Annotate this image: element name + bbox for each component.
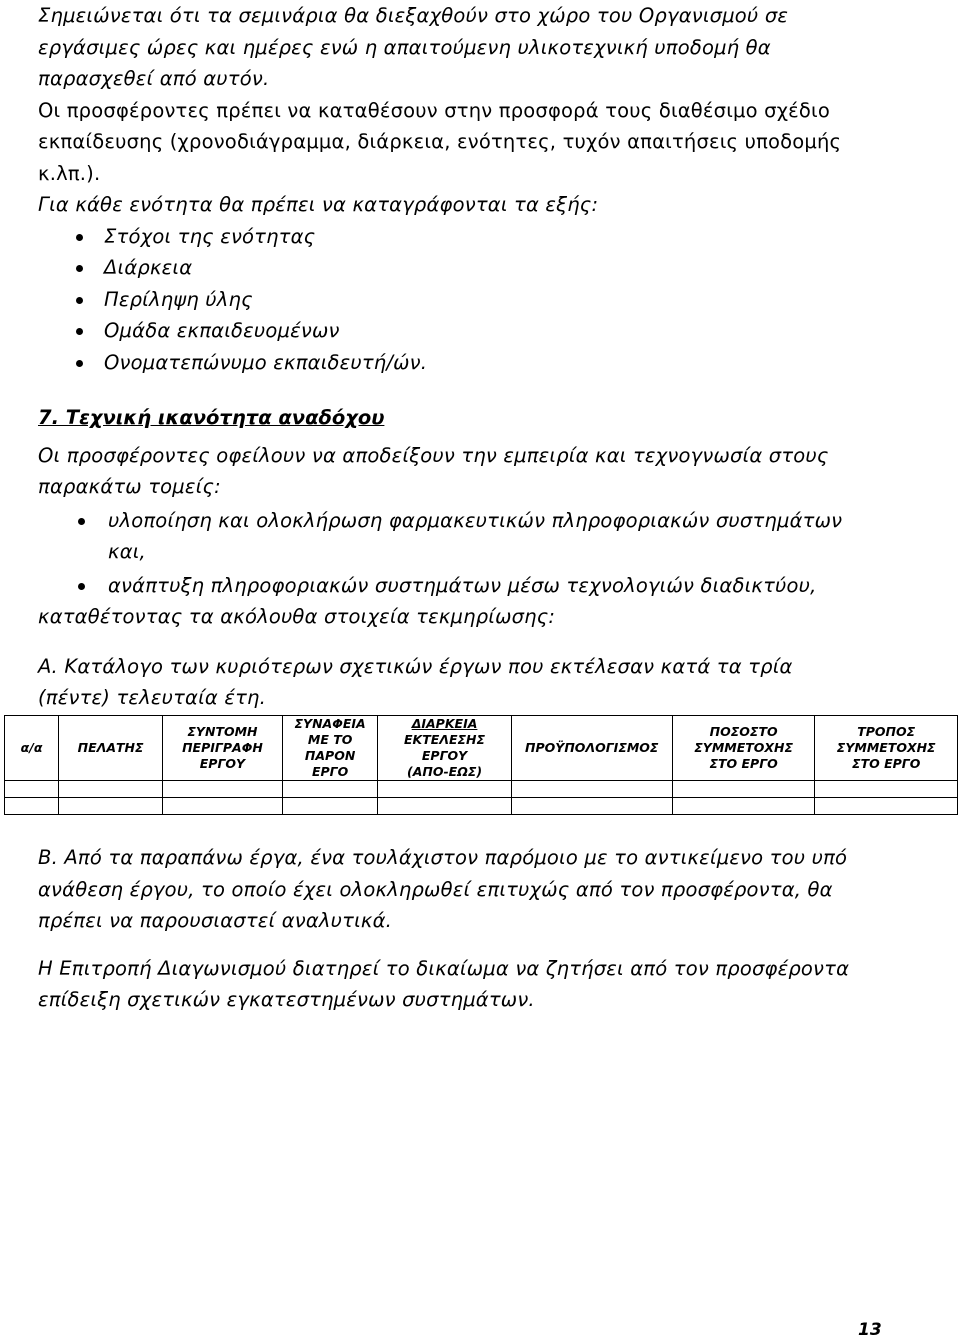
paragraph-line: παρακάτω τομείς:	[38, 475, 221, 498]
table-header-row	[5, 716, 958, 781]
paragraph-line: ανάθεση έργου, το οποίο έχει ολοκληρωθεί επιτυχώς από τον προσφέροντα, θα	[38, 877, 833, 901]
section-7	[38, 402, 842, 714]
paragraph-line: Η Επιτροπή Διαγωνισμού διατηρεί το δικαίωμα να ζητήσει από τον προσφέροντα	[38, 956, 850, 980]
paragraph-line: Β. Από τα παραπάνω έργα, ένα τουλάχιστον παρόμοιο με το αντικείμενο του υπό	[38, 846, 848, 869]
column-header-client: ΠΕΛΑΤΗΣ	[59, 716, 163, 781]
column-header-duration: ΔΙΑΡΚΕΙΑ ΕΚΤΕΛΕΣΗΣ ΕΡΓΟΥ (ΑΠΟ-ΕΩΣ)	[378, 716, 511, 781]
intro-line: εκπαίδευσης (χρονοδιάγραμμα, διάρκεια, ενότητες, τυχόν απαιτήσεις υποδομής	[38, 130, 842, 153]
domains-list	[38, 505, 842, 602]
column-header-participation-mode: ΤΡΟΠΟΣ ΣΥΜΜΕΤΟΧΗΣ ΣΤΟ ΕΡΓΟ	[815, 716, 958, 781]
paragraph-line: πρέπει να παρουσιαστεί αναλυτικά.	[38, 909, 393, 932]
intro-line: Σημειώνεται ότι τα σεμινάρια θα διεξαχθούν στο χώρο του Οργανισμού σε	[38, 4, 789, 27]
unit-items-list	[38, 221, 841, 379]
intro-line: εργάσιμες ώρες και ημέρες ενώ η απαιτούμενη υλικοτεχνική υποδομή θα	[38, 35, 771, 59]
list-item: Διάρκεια	[38, 252, 841, 284]
table-row	[5, 798, 958, 815]
list-item: Περίληψη ύλης	[38, 284, 841, 316]
list-item: Ομάδα εκπαιδευομένων	[38, 315, 841, 347]
projects-table	[4, 715, 958, 815]
paragraph-line: (πέντε) τελευταία έτη.	[38, 686, 266, 709]
column-header-budget: ΠΡΟΫΠΟΛΟΓΙΣΜΟΣ	[511, 716, 672, 781]
table-row	[5, 781, 958, 798]
column-header-participation-percent: ΠΟΣΟΣΤΟ ΣΥΜΜΕΤΟΧΗΣ ΣΤΟ ΕΡΓΟ	[672, 716, 815, 781]
page-number: 13	[858, 1320, 882, 1340]
intro-line: Οι προσφέροντες πρέπει να καταθέσουν στην προσφορά τους διαθέσιμο σχέδιο	[38, 98, 830, 122]
paragraph-line: επίδειξη σχετικών εγκατεστημένων συστημάτων.	[38, 988, 535, 1011]
column-header-aa: α/α	[5, 716, 59, 781]
intro-line: παρασχεθεί από αυτόν.	[38, 67, 270, 90]
column-header-description: ΣΥΝΤΟΜΗ ΠΕΡΙΓΡΑΦΗ ΕΡΓΟΥ	[163, 716, 283, 781]
list-item: Στόχοι της ενότητας	[38, 221, 841, 253]
intro-line: κ.λπ.).	[38, 161, 101, 185]
paragraph-line: Οι προσφέροντες οφείλουν να αποδείξουν την εμπειρία και τεχνογνωσία στους	[38, 443, 829, 467]
list-item-line: υλοποίηση και ολοκλήρωση φαρμακευτικών πληροφοριακών συστημάτων	[108, 508, 843, 532]
paragraph-line: καταθέτοντας τα ακόλουθα στοιχεία τεκμηρίωσης:	[38, 605, 556, 628]
paragraph-line: Α. Κατάλογο των κυριότερων σχετικών έργων που εκτέλεσαν κατά τα τρία	[38, 654, 793, 678]
list-item: ανάπτυξη πληροφοριακών συστημάτων μέσω τεχνολογιών διαδικτύου,	[38, 570, 842, 602]
intro-block	[38, 0, 841, 378]
section-b	[38, 842, 938, 1016]
column-header-relevance: ΣΥΝΑΦΕΙΑ ΜΕ ΤΟ ΠΑΡΟΝ ΕΡΓΟ	[282, 716, 378, 781]
list-item-line: και,	[108, 540, 146, 563]
list-item	[38, 505, 842, 568]
intro-line: Για κάθε ενότητα θα πρέπει να καταγράφονται τα εξής:	[38, 193, 599, 216]
section-heading: 7. Τεχνική ικανότητα αναδόχου	[38, 406, 385, 429]
list-item: Ονοματεπώνυμο εκπαιδευτή/ών.	[38, 347, 841, 379]
